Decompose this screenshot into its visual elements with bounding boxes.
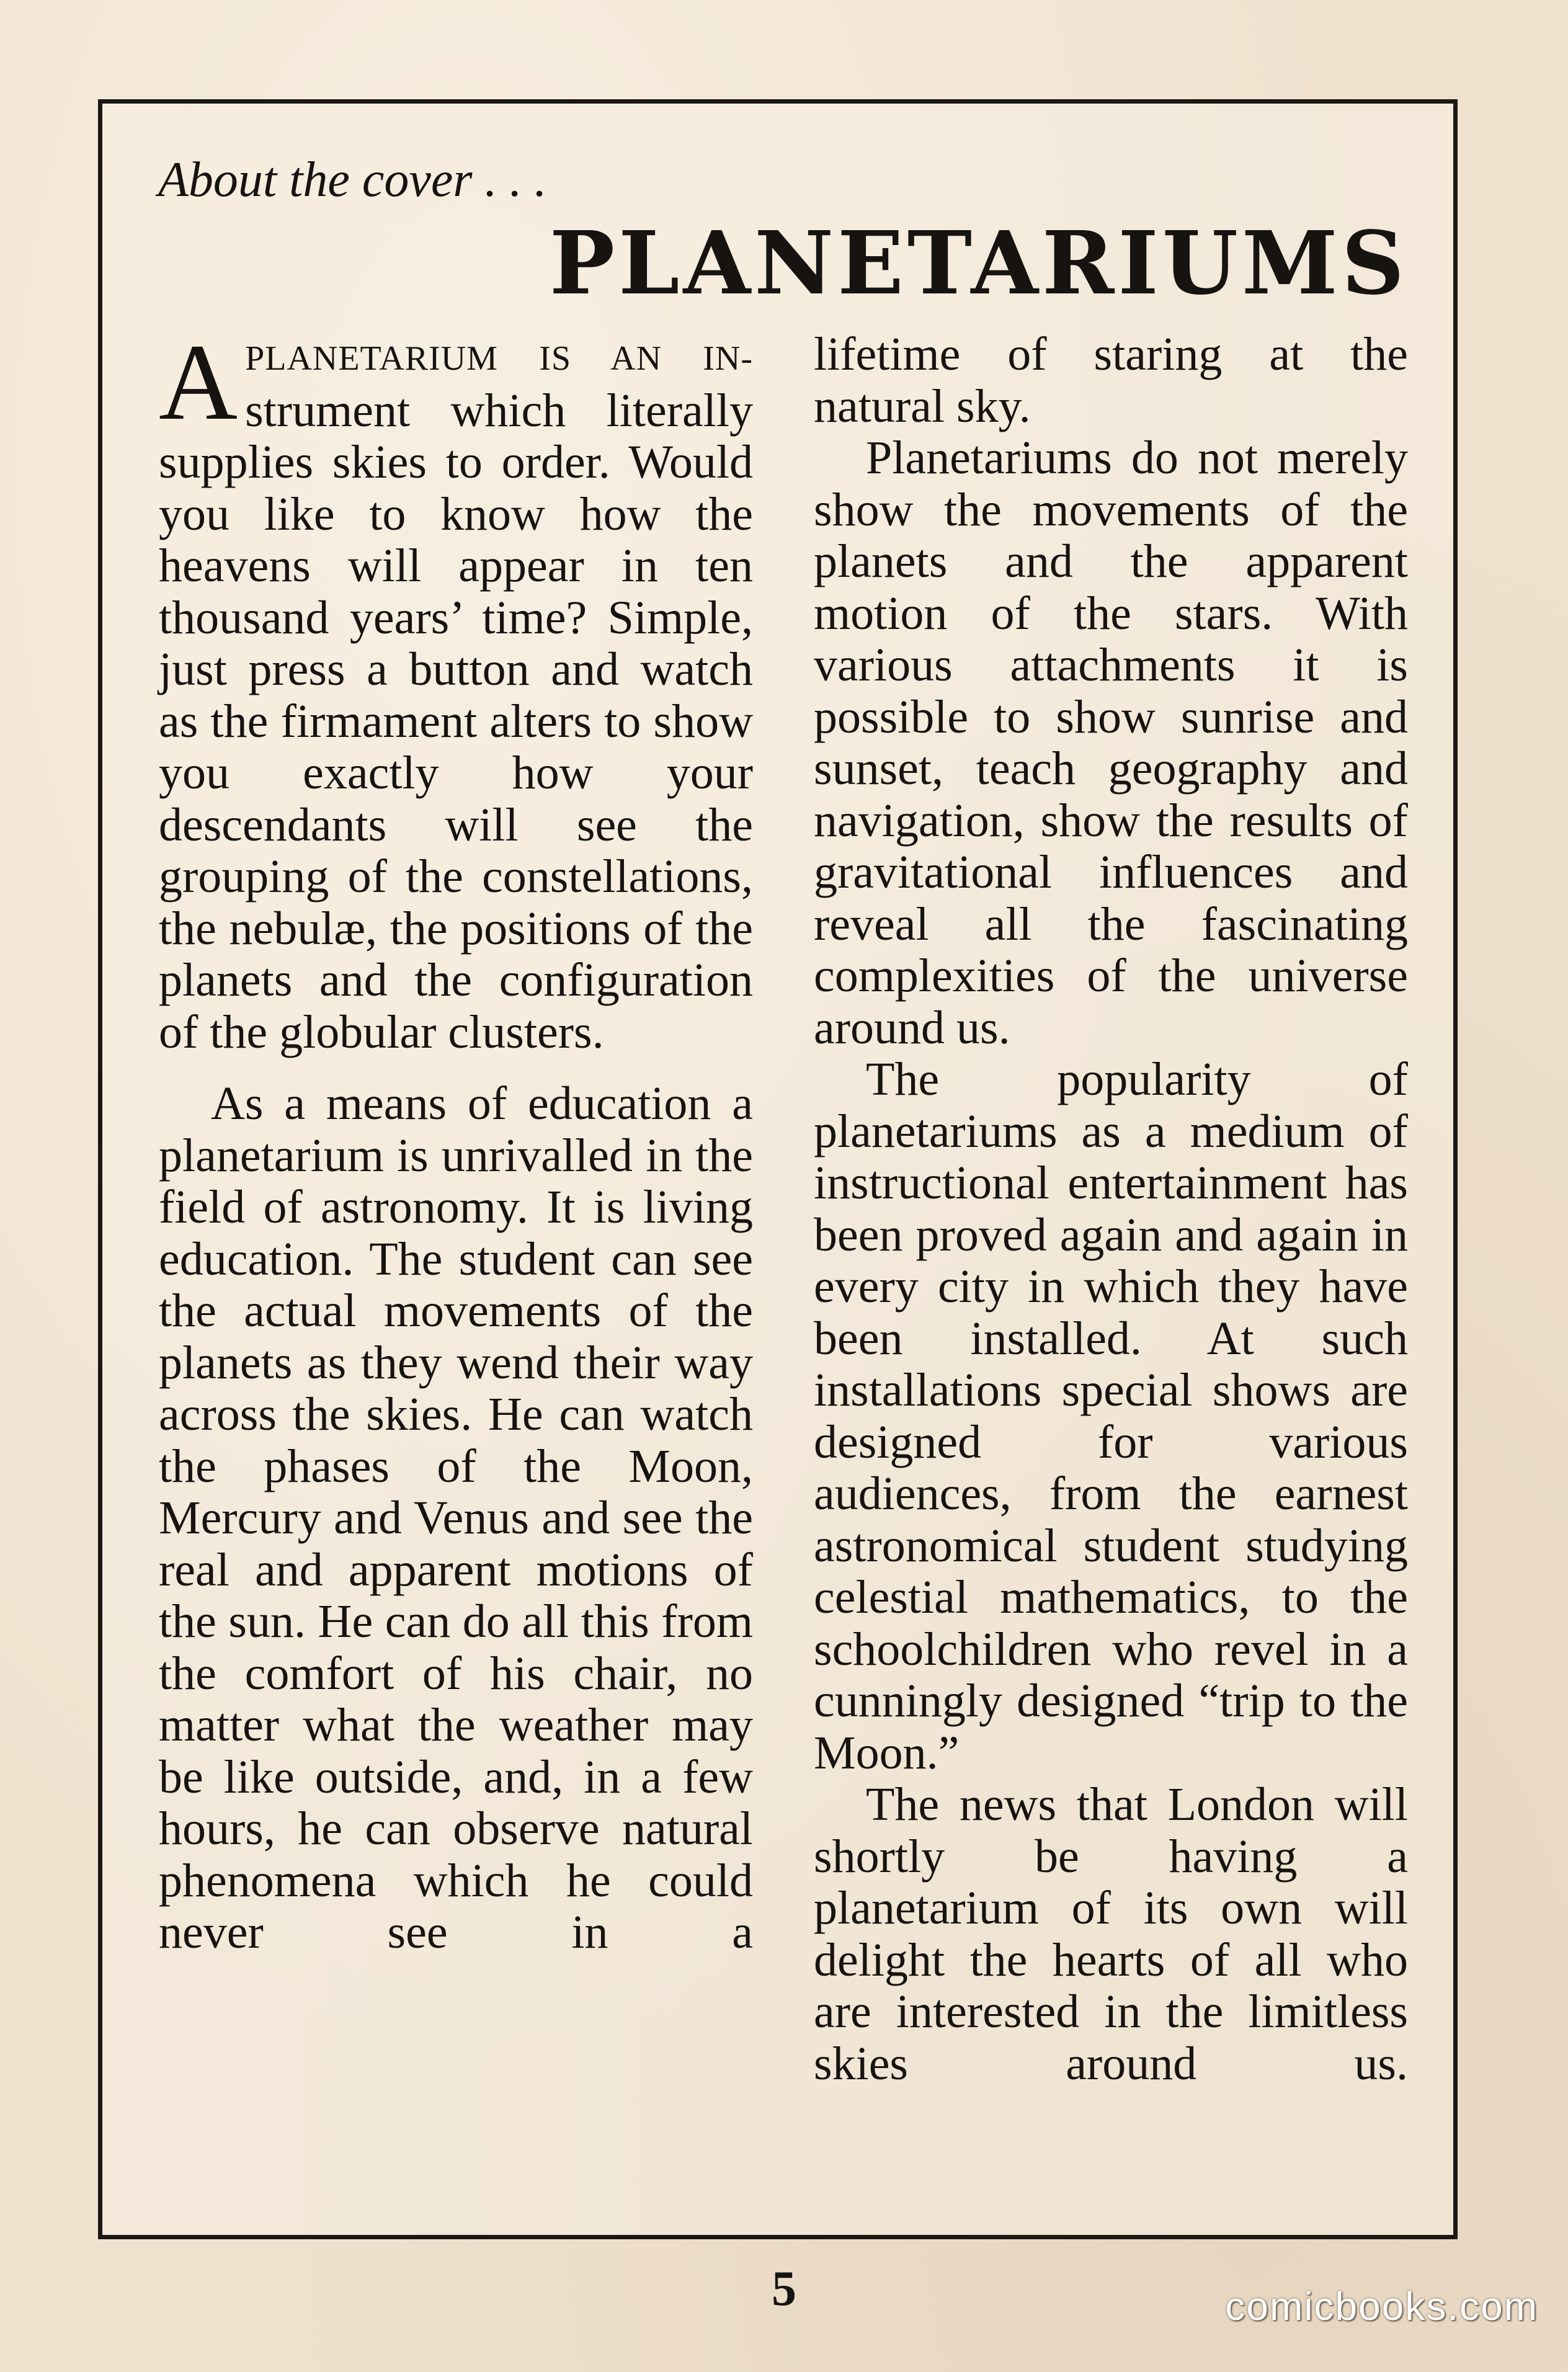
- paragraph-popularity: The popularity of planetariums as a medium of instructional entertainment has been proved again and again in every city in which they have been installed. At such installations special shows are designed for various audiences, from the earnest astronomical student studying celestial mathematics, to the schoolchildren who revel in a cunningly designed “trip to the Moon.”: [814, 1053, 1408, 1779]
- paragraph-attachments: Planetariums do not merely show the movements of the planets and the apparent motion of the stars. With various attachments it is possible to show sunrise and sunset, teach geography and navigation, show the results of gravitational influences and reveal all the fascinating complexities of the universe around us.: [814, 432, 1408, 1054]
- article-title: PLANETARIUMS: [549, 213, 1408, 314]
- intro-paragraph: [159, 322, 753, 1058]
- intro-text: strument which literally supplies skies to order. Would you like to know how the heavens will appear in ten thousand years’ time? Simple, just press a button and watch as the firmament alters to show you exactly how your descendants will see the grouping of the constellations, the nebulæ, the positions of the planets and the configuration of the globular clusters.: [159, 384, 753, 1058]
- drop-cap: A: [159, 322, 238, 443]
- intro-smallcaps: PLANETARIUM IS AN IN-: [245, 339, 753, 378]
- page-number: 5: [772, 2262, 796, 2316]
- article-kicker: About the cover . . .: [158, 153, 547, 207]
- paragraph-education-continued: lifetime of staring at the natural sky.: [814, 328, 1408, 432]
- watermark: comicbooks.com: [1225, 2284, 1538, 2329]
- article-column-right: [814, 329, 1408, 2090]
- paragraph-london: The news that London will shortly be having a planetarium of its own will delight the hearts of all who are interested in the limitless skies around us.: [814, 1778, 1408, 2090]
- paragraph-education: As a means of education a planetarium is unrivalled in the field of astronomy. It is living education. The student can see the actual movements of the planets as they wend their way across the skies. He can watch the phases of the Moon, Mercury and Venus and see the real and apparent motions of the sun. He can do all this from the comfort of his chair, no matter what the weather may be like outside, and, in a few hours, he can observe natural phenomena which he could never see in a: [159, 1077, 753, 1958]
- article-column-left: [159, 322, 753, 1959]
